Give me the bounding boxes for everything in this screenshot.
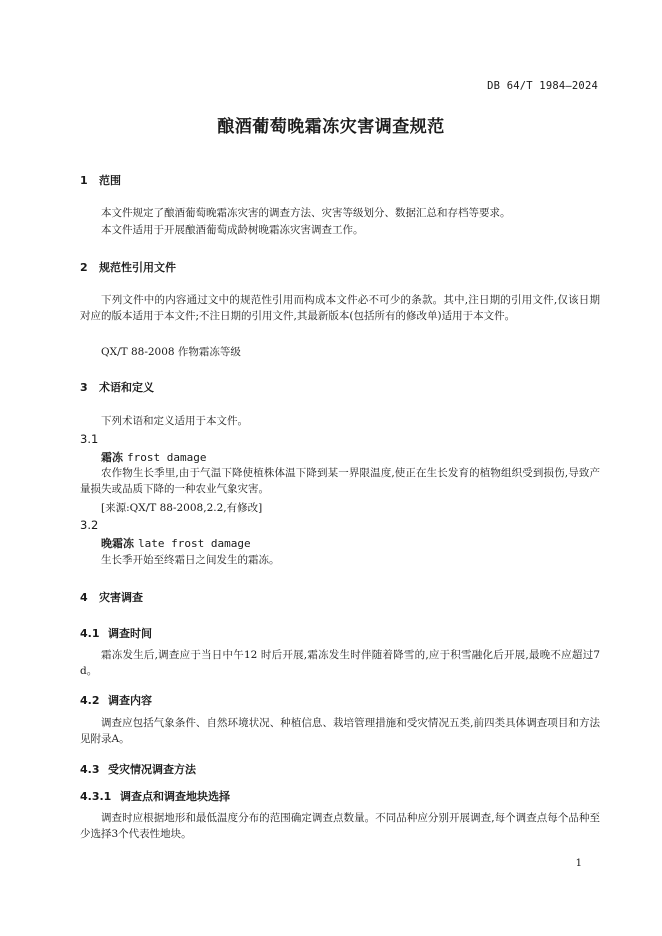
page-number: 1 [575, 858, 582, 869]
subsection-title: 调查内容 [108, 694, 152, 707]
subsection-4-3-heading [80, 761, 196, 777]
section-4-heading [80, 589, 143, 605]
section-1-heading [80, 172, 121, 188]
section-number: 1 [80, 174, 88, 187]
paragraph: 调查应包括气象条件、自然环境状况、种植信息、栽培管理措施和受灾情况五类,前四类具体调查项目和方法见附录A。 [80, 717, 600, 745]
standard-number: DB 64/T 1984—2024 [487, 80, 598, 92]
section-number: 2 [80, 261, 88, 274]
paragraph: 本文件规定了酿酒葡萄晚霜冻灾害的调查方法、灾害等级划分、数据汇总和存档等要求。 [101, 207, 511, 219]
term-name-cn: 霜冻 [101, 451, 123, 464]
term-name-cn: 晚霜冻 [101, 537, 134, 550]
term-source: [来源:QX/T 88-2008,2.2,有修改] [101, 502, 263, 514]
term-name [101, 449, 206, 465]
subsection-4-3-1-heading [80, 788, 230, 804]
subsection-title: 调查时间 [108, 627, 152, 640]
section-3-heading [80, 379, 154, 395]
paragraph: 霜冻发生后,调查应于当日中午12 时后开展,霜冻发生时伴随着降雪的,应于积雪融化后开展,最晚不应超过7 d。 [80, 649, 600, 677]
paragraph: 下列术语和定义适用于本文件。 [101, 415, 248, 427]
subsection-4-1-heading [80, 625, 152, 641]
term-number: 3.1 [80, 432, 99, 446]
paragraph: 下列文件中的内容通过文中的规范性引用而构成本文件必不可少的条款。其中,注日期的引用文件,仅该日期对应的版本适用于本文件;不注日期的引用文件,其最新版本(包括所有的修改单)适用于本文件。 [80, 294, 600, 322]
section-title: 范围 [99, 174, 121, 187]
paragraph: 本文件适用于开展酿酒葡萄成龄树晚霜冻灾害调查工作。 [101, 224, 364, 236]
paragraph: 调查时应根据地形和最低温度分布的范围确定调查点数量。不同品种应分别开展调查,每个调查点每个品种至少选择3个代表性地块。 [80, 812, 600, 840]
section-title: 灾害调查 [99, 591, 143, 604]
term-name-en: frost damage [127, 451, 207, 464]
section-number: 4 [80, 591, 88, 604]
subsection-number: 4.1 [80, 627, 100, 640]
term-name-en: late frost damage [138, 537, 251, 550]
subsection-number: 4.3 [80, 763, 100, 776]
section-number: 3 [80, 381, 88, 394]
subsection-number: 4.2 [80, 694, 100, 707]
term-definition: 生长季开始至终霜日之间发生的霜冻。 [101, 554, 280, 566]
subsection-4-2-heading [80, 692, 152, 708]
subsection-number: 4.3.1 [80, 790, 112, 803]
term-number: 3.2 [80, 518, 99, 532]
document-title: 酿酒葡萄晚霜冻灾害调查规范 [217, 117, 445, 137]
section-title: 术语和定义 [99, 381, 154, 394]
section-2-heading [80, 259, 176, 275]
normative-reference: QX/T 88-2008 作物霜冻等级 [101, 346, 241, 358]
section-title: 规范性引用文件 [99, 261, 176, 274]
subsection-title: 受灾情况调查方法 [108, 763, 196, 776]
term-name [101, 535, 251, 551]
term-definition: 农作物生长季里,由于气温下降使植株体温下降到某一界限温度,使正在生长发育的植物组织受到损伤,导致产量损失或品质下降的一种农业气象灾害。 [80, 467, 600, 495]
subsection-title: 调查点和调查地块选择 [120, 790, 230, 803]
